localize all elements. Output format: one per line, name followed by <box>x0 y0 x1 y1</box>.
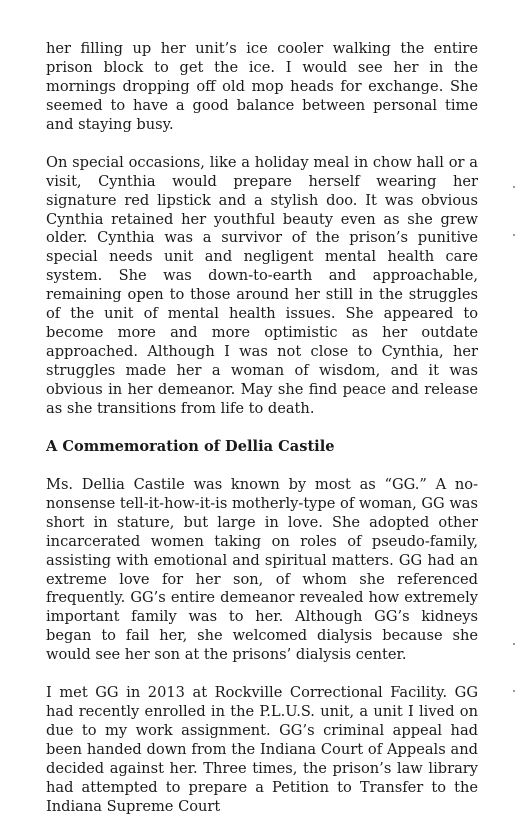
scan-speck <box>513 643 515 645</box>
paragraph-gg-intro: Ms. Dellia Castile was known by most as “GG.” A no-nonsense tell-it-how-it-is motherly-type of woman, GG was short in stature, but large in love. She adopted other incarcerated women taking on roles of pseudo-family, assisting with emotional and spiritual matters. GG had an extreme love for her son, of whom she referenced frequently. GG’s entire demeanor revealed how extremely important family was to her. Although GG’s kidneys began to fail her, she welcomed dialysis because she would see her son at the prisons’ dialysis center. <box>46 475 478 664</box>
paragraph-gg-rockville: I met GG in 2013 at Rockville Correctional Facility. GG had recently enrolled in the P.L.U.S. unit, a unit I lived on due to my work assignment. GG’s criminal appeal had been handed down from the Indiana Court of Appeals and decided against her. Three times, the prison’s law library had attempted to prepare a Petition to Transfer to the Indiana Supreme Court <box>46 684 478 815</box>
scan-speck <box>513 234 515 236</box>
scan-speck <box>513 186 515 188</box>
document-page <box>46 40 478 836</box>
paragraph-ice-cooler: her filling up her unit’s ice cooler walking the entire prison block to get the ice. I would see her in the mornings dropping off old mop heads for exchange. She seemed to have a good balance between personal time and staying busy. <box>46 40 478 133</box>
paragraph-cynthia: On special occasions, like a holiday meal in chow hall or a visit, Cynthia would prepare herself wearing her signature red lipstick and a stylish doo. It was obvious Cynthia retained her youthful beauty even as she grew older. Cynthia was a survivor of the prison’s punitive special needs unit and negligent mental health care system. She was down-to-earth and approachable, remaining open to those around her still in the struggles of the unit of mental health issues. She appeared to become more and more optimistic as her outdate approached. Although I was not close to Cynthia, her struggles made her a woman of wisdom, and it was obvious in her demeanor. May she find peace and release as she transitions from life to death. <box>46 153 478 418</box>
section-heading: A Commemoration of Dellia Castile <box>46 437 335 455</box>
scan-speck <box>513 690 515 692</box>
